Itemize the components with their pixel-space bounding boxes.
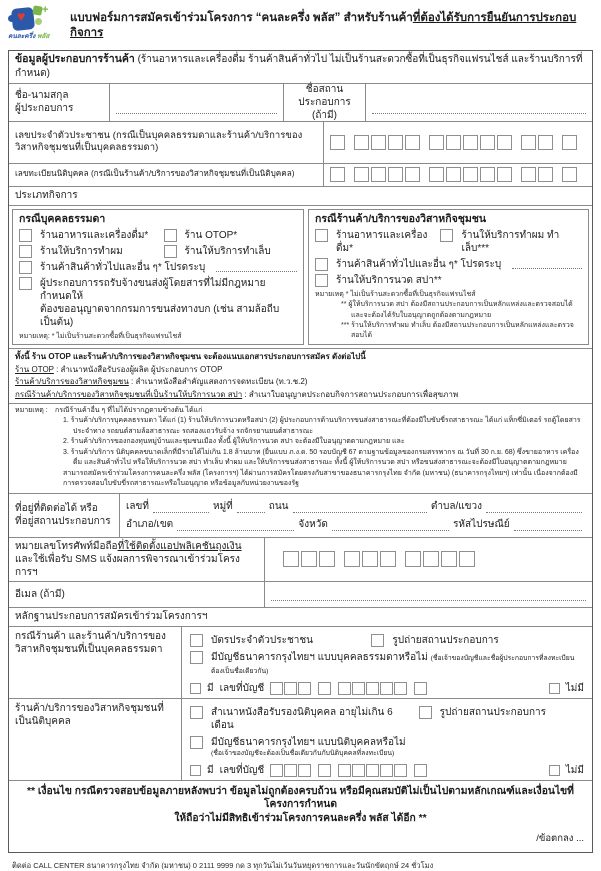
form-title-underlined: ที่ต้องได้รับการยืนยันการประกอบกิจการ <box>70 12 577 39</box>
remark-label: หมายเหตุ : <box>15 406 48 414</box>
form-title: แบบฟอร์มการสมัครเข้าร่วมโครงการ “คนละครึ่ง พลัส” สำหรับร้านค้าที่ต้องได้รับการยืนยันการประกอบกิจการ <box>70 12 577 39</box>
digit-box[interactable] <box>352 764 365 777</box>
digit-box[interactable] <box>362 551 378 567</box>
digit-box[interactable] <box>429 135 444 150</box>
remark-content: กรณีร้านค้าอื่น ๆ ที่ไม่ได้ปรากฏตามข้างต้น ได้แก่ 1. ร้านค้า/บริการบุคคลธรรมดา ได้แก่ (1) ร้านให้บริการนวดหรือสปา (2) ผู้ประกอบการด้านบริการขนส่งสาธารณะที่ต้องมีใบขับขี่รถสาธารณะ ได้แก่ แท็กซี่มิเตอร์ รถตู้โดยสารประจำทาง รถยนต์สามล้อสาธารณะ รถสองแถวรับจ้าง รถจักรยานยนต์สาธารณะ 2. ร้านค้า/บริการของกองทุนหมู่บ้านและชุมชนเมือง ทั้งนี้ ผู้ให้บริการนวด สปา จะต้องมีใบอนุญาตตามกฎหมาย และ 3. ร้านค้า/บริการ นิติบุคคลขนาดเล็กที่มีรายได้ไม่เกิน 1.8 ล้านบาท (ยื่นแบบ ภ.ง.ด. 50 รอบบัญชี 67 ตามฐานข้อมูลของกรมสรรพากร ณ วันที่ 30 ก.ย. 68) ซึ่งขายอาหาร เครื่องดื่ม และสินค้าทั่วไป หรือให้บริการนวด สปา ทำเล็บ ทำผม และให้บริการขนส่งสาธารณะ ทั้งนี้ ผู้ให้บริการนวด สปา หรือขนส่งสาธารณะจะต้องมีใบอนุญาตตามกฎหมาย สามารถสมัครเข้าร่วมโครงการคนละครึ่ง พลัส (โครงการฯ) ได้ผ่านการสมัครโดยตรงกับสาขาของธนาคารกรุงไทย จำกัด (มหาชน) (ธนาคารกรุงไทยฯ) เท่านั้น เนื่องจากต้องมีการตรวจสอบใบขับขี่รถสาธารณะหรือใบอนุญาต หรือข้อมูลกับหน่วยงานของรัฐ <box>55 406 586 490</box>
digit-box-group <box>283 551 337 567</box>
community-notes: หมายเหตุ * ไม่เป็นร้านสะดวกซื้อที่เป็นธุรกิจแฟรนไชส์ ** ผู้ให้บริการนวด สปา ต้องมีสถานประกอบการเป็นหลักแหล่งและตรวจสอบได้ และจะต้องได้รับใบอนุญาตถูกต้องตามกฎหมาย *** ร้านให้บริการทำผม ทำเล็บ ต้องมีสถานประกอบการเป็นหลักแหล่งและตรวจสอบได้ <box>315 291 574 339</box>
digit-box[interactable] <box>562 135 577 150</box>
digit-box-group <box>344 551 398 567</box>
address-row <box>9 493 592 537</box>
account-no-label: เลขที่บัญชี <box>219 764 265 776</box>
evidence-section-header: หลักฐานประกอบการสมัครเข้าร่วมโครงการฯ <box>9 607 592 626</box>
digit-box[interactable] <box>270 682 283 695</box>
plus-icon: + <box>42 4 49 16</box>
docs-item: ร้านค้า/บริการของวิสาหกิจชุมชน : สำเนาหนังสือสำคัญแสดงการจดทะเบียน (ท.ว.ช.2) <box>15 377 308 387</box>
digit-box-group <box>270 682 312 695</box>
digit-box[interactable] <box>298 682 311 695</box>
digit-box[interactable] <box>298 764 311 777</box>
citizen-id-row <box>9 121 592 163</box>
house-no-field[interactable] <box>153 502 209 513</box>
digit-box[interactable] <box>380 551 396 567</box>
evidence-juristic-content <box>181 699 592 780</box>
option-label: ร้านให้บริการทำเล็บ <box>184 246 271 258</box>
citizen-id-boxes <box>323 122 592 163</box>
merchant-info-section-header <box>9 51 592 83</box>
has-account-label: มี <box>207 764 214 776</box>
remark-closing: สามารถสมัครเข้าร่วมโครงการคนละครึ่ง พลัส (โครงการฯ) ได้ผ่านการสมัครโดยตรงกับสาขาของธนาคารกรุงไทย จำกัด (มหาชน) (ธนาคารกรุงไทยฯ) เท่านั้น เนื่องจากต้องมีการตรวจสอบใบขับขี่รถสาธารณะหรือใบอนุญาต หรือข้อมูลกับหน่วยงานของรัฐ <box>63 469 578 488</box>
evidence-individual-label: กรณีร้านค้า และร้านค้า/บริการของวิสาหกิจชุมชนที่เป็นบุคคลธรรมดา <box>15 630 166 655</box>
call-center-footer: ติดต่อ CALL CENTER ธนาคารกรุงไทย จำกัด (มหาชน) 0 2111 9999 กด 3 ทุกวันไม่เว้นวันหยุดราชการและวันนักขัตฤกษ์ 24 ชั่วโมง <box>12 860 434 870</box>
checkbox-has-account[interactable] <box>190 683 201 694</box>
digit-box[interactable] <box>354 167 369 182</box>
option-label: ร้านค้าสินค้าทั่วไปและอื่น ๆ* โปรดระบุ <box>336 259 502 271</box>
digit-box[interactable] <box>371 135 386 150</box>
page-header <box>8 6 593 46</box>
shop-name-label: ชื่อสถานประกอบการ (ถ้ามี) <box>283 84 365 121</box>
option-label: ร้านให้บริการทำผม <box>40 246 123 258</box>
evidence-individual-content <box>181 627 592 698</box>
address-fields <box>119 494 592 537</box>
digit-box[interactable] <box>380 682 393 695</box>
digit-box-group <box>338 682 408 695</box>
evidence-individual-row <box>9 626 592 698</box>
remark-item: 3. ร้านค้า/บริการ นิติบุคคลขนาดเล็กที่มีรายได้ไม่เกิน 1.8 ล้านบาท (ยื่นแบบ ภ.ง.ด. 50 รอบบัญชี 67 ตามฐานข้อมูลของกรมสรรพากร ณ วันที่ 30 ก.ย. 68) ซึ่งขายอาหาร เครื่องดื่ม และสินค้าทั่วไป หรือให้บริการนวด สปา ทำเล็บ ทำผม และให้บริการขนส่งสาธารณะ ทั้งนี้ ผู้ให้บริการนวด สปา หรือขนส่งสาธารณะจะต้องมีใบอนุญาตตามกฎหมาย <box>63 448 579 467</box>
postcode-label: รหัสไปรษณีย์ <box>453 518 510 530</box>
checkbox-food-beverage[interactable] <box>19 229 32 242</box>
specify-field[interactable] <box>512 258 582 269</box>
dot-icon <box>35 18 42 25</box>
operator-name-label: ชื่อ-นามสกุล ผู้ประกอบการ <box>15 90 74 115</box>
docs-intro: ทั้งนี้ ร้าน OTOP และร้านค้า/บริการของวิสาหกิจชุมชน จะต้องแนบเอกสารประกอบการสมัคร ดังต่อไปนี้ <box>15 352 366 362</box>
digit-box[interactable] <box>366 764 379 777</box>
conditions-line2: ให้ถือว่าไม่มีสิทธิเข้าร่วมโครงการคนละครึ่ง พลัส ได้อีก ** <box>174 812 427 824</box>
digit-box[interactable] <box>388 167 403 182</box>
digit-box[interactable] <box>463 135 478 150</box>
evidence-juristic-row <box>9 698 592 780</box>
checkbox-premises-photo[interactable] <box>371 634 384 647</box>
road-field[interactable] <box>293 502 427 513</box>
email-label: อีเมล (ถ้ามี) <box>15 588 65 600</box>
digit-box[interactable] <box>284 764 297 777</box>
digit-box[interactable] <box>521 167 536 182</box>
house-no-label: เลขที่ <box>126 500 149 512</box>
digit-box-group <box>521 135 555 150</box>
digit-box-group <box>330 167 347 182</box>
digit-box-group <box>414 764 428 777</box>
option-label: ร้านให้บริการนวด สปา** <box>336 275 442 287</box>
digit-box-group <box>338 764 408 777</box>
digit-box[interactable] <box>480 167 495 182</box>
digit-box[interactable] <box>366 682 379 695</box>
digit-box[interactable] <box>497 135 512 150</box>
juristic-id-row <box>9 163 592 186</box>
checkbox-id-card[interactable] <box>190 634 203 647</box>
has-account-label: มี <box>207 682 214 694</box>
conditions-line1: ** เงื่อนไข กรณีตรวจสอบข้อมูลภายหลังพบว่า ข้อมูลไม่ถูกต้องครบถ้วน หรือมีคุณสมบัติไม่เป็นไปตามหลักเกณฑ์และเงื่อนไขที่โครงการกำหนด <box>27 785 574 811</box>
option-label: ร้านอาหารและเครื่องดื่ม* <box>40 230 149 242</box>
digit-box[interactable] <box>423 551 439 567</box>
heart-icon: ♥ <box>17 8 26 24</box>
digit-box[interactable] <box>459 551 475 567</box>
option-label: รูปถ่ายสถานประกอบการ <box>439 706 547 718</box>
digit-box-group <box>405 551 477 567</box>
digit-box[interactable] <box>380 764 393 777</box>
digit-box-group <box>330 135 347 150</box>
account-number-boxes <box>270 682 434 695</box>
option-label: สำเนาหนังสือรับรองนิติบุคคล อายุไม่เกิน 6 เดือน <box>211 706 393 731</box>
digit-box[interactable] <box>405 167 420 182</box>
digit-box[interactable] <box>352 682 365 695</box>
digit-box[interactable] <box>301 551 317 567</box>
specify-field[interactable] <box>216 261 297 272</box>
digit-box[interactable] <box>463 167 478 182</box>
checkbox-ktb-juristic-account[interactable] <box>190 736 203 749</box>
phone-row <box>9 537 592 581</box>
district-label: อำเภอ/เขต <box>126 518 174 530</box>
merchant-info-note: (ร้านอาหารและเครื่องดื่ม ร้านค้าสินค้าทั่วไป ไม่เป็นร้านสะดวกซื้อที่เป็นธุรกิจแฟรนไชส์ และร้านบริการที่กำหนด) <box>15 54 583 79</box>
digit-box[interactable] <box>318 764 331 777</box>
remark-item: 1. ร้านค้า/บริการบุคคลธรรมดา ได้แก่ (1) ร้านให้บริการนวดหรือสปา (2) ผู้ประกอบการด้านบริการขนส่งสาธารณะที่ต้องมีใบขับขี่รถสาธารณะ ได้แก่ แท็กซี่มิเตอร์ รถตู้โดยสารประจำทาง รถยนต์สามล้อสาธารณะ รถสองแถวรับจ้าง รถจักรยานยนต์สาธารณะ <box>63 417 581 435</box>
postcode-field[interactable] <box>514 520 582 531</box>
agreement-pagemark: /ข้อตกลง ... <box>536 833 584 845</box>
address-label: ที่อยู่ที่ติดต่อได้ หรือ ที่อยู่สถานประกอบการ <box>15 503 111 528</box>
digit-box[interactable] <box>388 135 403 150</box>
citizen-id-label: เลขประจำตัวประชาชน (กรณีเป็นบุคคลธรรมดาและร้านค้า/บริการของวิสาหกิจชุมชนที่เป็นบุคคลธรรมดา) <box>15 129 303 154</box>
digit-box-group <box>354 167 422 182</box>
remark-row <box>9 403 592 493</box>
digit-box-group <box>414 682 428 695</box>
individual-type-box <box>12 209 304 346</box>
digit-box[interactable] <box>344 551 360 567</box>
digit-box[interactable] <box>338 764 351 777</box>
digit-box[interactable] <box>562 167 577 182</box>
digit-box[interactable] <box>538 167 553 182</box>
digit-box[interactable] <box>446 135 461 150</box>
digit-box[interactable] <box>405 135 420 150</box>
digit-box[interactable] <box>270 764 283 777</box>
checkbox-otop[interactable] <box>164 229 177 242</box>
digit-box[interactable] <box>538 135 553 150</box>
digit-box-group <box>270 764 312 777</box>
digit-box-group <box>429 167 514 182</box>
road-label: ถนน <box>268 500 289 512</box>
digit-box-group <box>429 135 514 150</box>
individual-type-title: กรณีบุคคลธรรมดา <box>19 212 106 225</box>
checkbox-premises-photo[interactable] <box>419 706 432 719</box>
digit-box[interactable] <box>330 167 345 182</box>
digit-box-group <box>318 764 332 777</box>
digit-box-group <box>354 135 422 150</box>
digit-box[interactable] <box>371 167 386 182</box>
digit-box[interactable] <box>521 135 536 150</box>
email-row <box>9 581 592 607</box>
docs-item: กรณีร้านค้า/บริการของวิสาหกิจชุมชนที่เป็นร้านให้บริการนวด สปา : สำเนาใบอนุญาตประกอบกิจการสถานประกอบการเพื่อสุขภาพ <box>15 389 459 399</box>
digit-box-group <box>562 167 579 182</box>
account-number-boxes <box>270 764 434 777</box>
digit-box[interactable] <box>414 682 427 695</box>
checkbox-passenger-transport[interactable] <box>19 277 32 290</box>
checkbox-community-food-beverage[interactable] <box>315 229 328 242</box>
option-label: ผู้ประกอบการรถรับจ้างขนส่งผู้โดยสารที่ไม่มีกฎหมายกำหนดให้ ต้องขออนุญาตจากกรมการขนส่งทางบก (เช่น สามล้อถีบ เป็นต้น) <box>40 278 280 329</box>
digit-box-group <box>318 682 332 695</box>
digit-box[interactable] <box>429 167 444 182</box>
no-account-label: ไม่มี <box>565 764 584 776</box>
option-label: บัตรประจำตัวประชาชน <box>211 634 314 646</box>
digit-box[interactable] <box>414 764 427 777</box>
checkbox-juristic-certificate[interactable] <box>190 706 203 719</box>
moo-label: หมู่ที่ <box>212 500 233 512</box>
community-type-title: กรณีร้านค้า/บริการของวิสาหกิจชุมชน <box>315 212 487 225</box>
digit-box[interactable] <box>354 135 369 150</box>
option-label: ร้านค้าสินค้าทั่วไปและอื่น ๆ* โปรดระบุ <box>40 262 206 274</box>
option-label: รูปถ่ายสถานประกอบการ <box>392 634 499 646</box>
phone-boxes <box>264 538 592 581</box>
district-field[interactable] <box>177 520 294 531</box>
checkbox-hair-service[interactable] <box>19 245 32 258</box>
checkbox-community-general-goods[interactable] <box>315 258 328 271</box>
no-account-label: ไม่มี <box>565 682 584 694</box>
community-type-box <box>308 209 589 346</box>
checkbox-has-account[interactable] <box>190 765 201 776</box>
docs-item: ร้าน OTOP : สำเนาหนังสือรับรองผู้ผลิต ผู้ประกอบการ OTOP <box>15 364 223 374</box>
individual-note: หมายเหตุ: * ไม่เป็นร้านสะดวกซื้อที่เป็นธุรกิจแฟรนไชส์ <box>19 333 182 341</box>
business-type-row <box>9 205 592 349</box>
merchant-info-title: ข้อมูลผู้ประกอบการร้านค้า <box>15 53 135 65</box>
option-label: ร้าน OTOP* <box>184 230 238 242</box>
checkbox-community-massage-spa[interactable] <box>315 274 328 287</box>
digit-box[interactable] <box>446 167 461 182</box>
juristic-id-label: เลขทะเบียนนิติบุคคล (กรณีเป็นร้านค้า/บริการของวิสาหกิจชุมชนที่เป็นนิติบุคคล) <box>15 169 295 179</box>
digit-box[interactable] <box>394 764 407 777</box>
checkbox-general-goods[interactable] <box>19 261 32 274</box>
option-label: มีบัญชีธนาคารกรุงไทยฯ แบบบุคคลธรรมดาหรือไม่ (ชื่อเจ้าของบัญชีและชื่อผู้ประกอบการที่ลงทะเบียนต้องเป็นชื่อเดียวกัน) <box>211 651 575 675</box>
checkbox-no-account[interactable] <box>549 683 560 694</box>
digit-box[interactable] <box>480 135 495 150</box>
application-form <box>8 50 593 853</box>
moo-field[interactable] <box>237 502 265 513</box>
option-label: มีบัญชีธนาคารกรุงไทยฯ แบบนิติบุคคลหรือไม่ <box>211 736 406 748</box>
option-label: ร้านอาหารและเครื่องดื่ม* <box>336 230 428 255</box>
subdistrict-label: ตำบล/แขวง <box>430 500 483 512</box>
logo-text: คนละครึ่ง พลัส <box>8 33 50 40</box>
khon-la-khrueng-plus-logo <box>8 6 60 46</box>
name-row <box>9 83 592 121</box>
digit-box[interactable] <box>497 167 512 182</box>
account-no-label: เลขที่บัญชี <box>219 682 265 694</box>
checkbox-no-account[interactable] <box>549 765 560 776</box>
digit-box-group <box>521 167 555 182</box>
business-type-section-header: ประเภทกิจการ <box>9 186 592 205</box>
digit-box-group <box>562 135 579 150</box>
digit-box[interactable] <box>284 682 297 695</box>
digit-box[interactable] <box>338 682 351 695</box>
operator-name-field[interactable] <box>109 84 283 121</box>
digit-box[interactable] <box>394 682 407 695</box>
required-docs-row <box>9 348 592 403</box>
option-label: ร้านให้บริการทำผม ทำเล็บ*** <box>461 230 560 255</box>
checkbox-nail-service[interactable] <box>164 245 177 258</box>
province-field[interactable] <box>332 520 449 531</box>
juristic-id-boxes <box>323 164 592 186</box>
digit-box[interactable] <box>319 551 335 567</box>
digit-box[interactable] <box>283 551 299 567</box>
subdistrict-field[interactable] <box>486 502 582 513</box>
remark-item: 2. ร้านค้า/บริการของกองทุนหมู่บ้านและชุมชนเมือง ทั้งนี้ ผู้ให้บริการนวด สปา จะต้องมีใบอนุญาตตามกฎหมาย และ <box>63 438 405 446</box>
checkbox-community-hair-nail[interactable] <box>440 229 453 242</box>
shop-name-field[interactable] <box>365 84 592 121</box>
bank-note: (ชื่อเจ้าของบัญชีและชื่อผู้ประกอบการที่ลงทะเบียนต้องเป็นชื่อเดียวกัน) <box>211 654 575 675</box>
digit-box[interactable] <box>330 135 345 150</box>
digit-box[interactable] <box>405 551 421 567</box>
phone-label: หมายเลขโทรศัพท์มือถือที่ใช้ติดตั้งแอปพลิเคชันถุงเงิน และใช้เพื่อรับ SMS แจ้งผลการพิจารณาเข้าร่วมโครงการฯ <box>15 540 242 578</box>
bank-note: (ชื่อเจ้าของบัญชีจะต้องเป็นชื่อเดียวกันกับนิติบุคคลที่ลงทะเบียน) <box>211 749 395 757</box>
digit-box[interactable] <box>318 682 331 695</box>
conditions-row <box>9 780 592 852</box>
evidence-juristic-label: ร้านค้า/บริการของวิสาหกิจชุมชนที่เป็นนิติบุคคล <box>15 702 164 727</box>
province-label: จังหวัด <box>298 518 328 530</box>
email-field[interactable] <box>264 582 592 607</box>
checkbox-ktb-personal-account[interactable] <box>190 651 203 664</box>
digit-box[interactable] <box>441 551 457 567</box>
